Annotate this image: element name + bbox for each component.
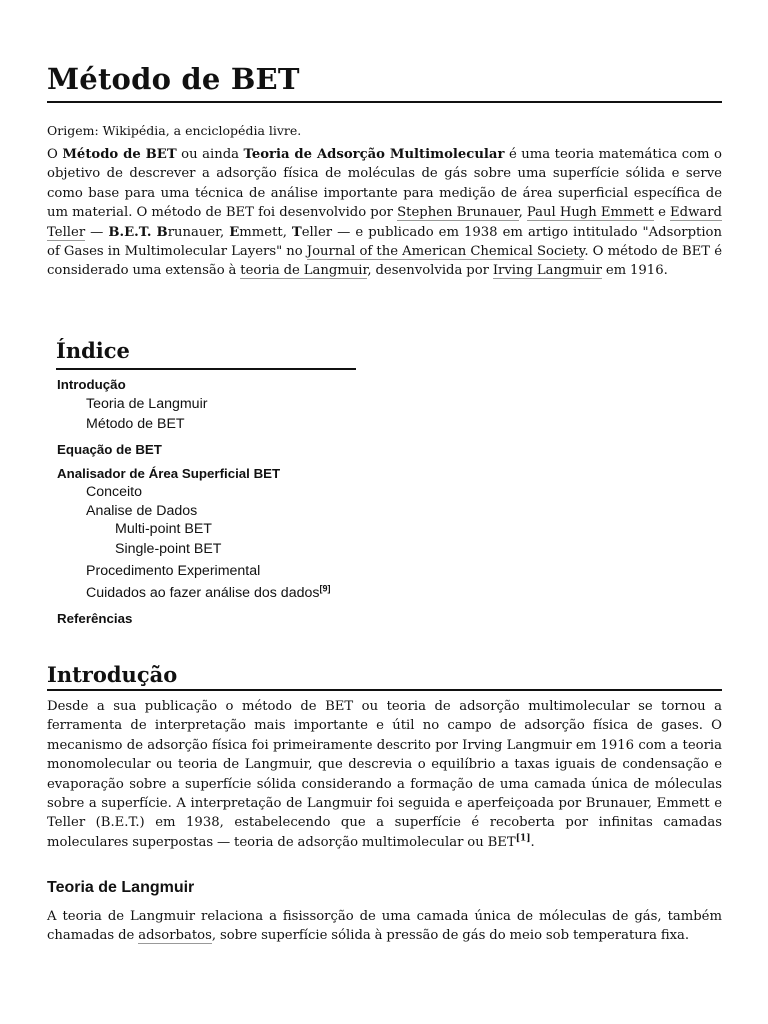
toc-divider: [56, 368, 356, 370]
intro-text: runauer,: [167, 224, 230, 240]
link-stephen-brunauer[interactable]: Stephen Brunauer: [397, 205, 519, 221]
langmuir-text: A teoria de Langmuir relaciona a fisissorção de uma camada única de móleculas de gás, também chamadas de: [47, 909, 722, 944]
intro-bold-letter: T: [291, 224, 302, 240]
langmuir-paragraph: [47, 907, 722, 946]
link-journal-acs[interactable]: Journal of the American Chemical Society: [306, 244, 585, 260]
toc-item-teoria-de-langmuir[interactable]: Teoria de Langmuir: [86, 396, 208, 412]
intro-text: . O método de BET é considerado uma extensão à: [47, 244, 723, 279]
toc-item-multi-point-bet[interactable]: Multi-point BET: [115, 521, 212, 537]
intro-text: , desenvolvida por: [367, 263, 493, 279]
toc-item-label: Cuidados ao fazer análise dos dados: [86, 585, 320, 601]
toc-title: Índice: [56, 338, 130, 363]
toc-item-metodo-de-bet[interactable]: Método de BET: [86, 416, 185, 432]
toc-item-referencias[interactable]: Referências: [57, 611, 133, 626]
intro-text: e: [653, 205, 671, 221]
footnote-ref[interactable]: [9]: [319, 583, 331, 594]
section-heading-teoria-de-langmuir: Teoria de Langmuir: [47, 879, 195, 896]
introducao-end: .: [530, 834, 535, 850]
intro-text: é uma teoria matemática com o objetivo de descrever a adsorção física de moléculas de gás sobre uma superfície sólida e serve como base para uma técnica de análise importante para medição de área superficial específica de um material. O método de BET foi desenvolvido por: [47, 147, 722, 221]
introducao-paragraph: [47, 697, 722, 852]
toc-item-equacao-de-bet[interactable]: Equação de BET: [57, 442, 162, 457]
toc-item-analise-de-dados[interactable]: Analise de Dados: [86, 503, 198, 519]
toc-item-single-point-bet[interactable]: Single-point BET: [115, 541, 222, 557]
origin-note: Origem: Wikipédia, a enciclopédia livre.: [47, 123, 302, 138]
intro-bold-letter: B: [156, 224, 168, 240]
link-paul-hugh-emmett[interactable]: Paul Hugh Emmett: [526, 205, 654, 221]
toc-item-analisador[interactable]: Analisador de Área Superficial BET: [57, 466, 281, 481]
toc-item-procedimento[interactable]: Procedimento Experimental: [86, 563, 261, 579]
intro-text: ou ainda: [176, 147, 244, 162]
section-divider: [47, 689, 722, 691]
toc-item-cuidados[interactable]: [86, 585, 330, 601]
toc-item-conceito[interactable]: Conceito: [86, 484, 142, 500]
langmuir-text: , sobre superfície sólida à pressão de gás do meio sob temperatura fixa.: [211, 928, 690, 944]
intro-bold-term: B.E.T.: [108, 224, 152, 240]
introducao-text: Desde a sua publicação o método de BET ou teoria de adsorção multimolecular se tornou a ferramenta de interpretação mais importante e útil no campo de adsorção física de gases. O mecanismo de adsorção física foi primeiramente descrito por Irving Langmuir em 1916 com a teoria monomolecular ou teoria de Langmuir, que descrevia o equilíbrio a taxas iguais de condensação e evaporação sobre a superfície sólida considerando a formação de uma camada única de móleculas sobre a superfície. A interpretação de Langmuir foi seguida e aperfeiçoada por Brunauer, Emmett e Teller (B.E.T.) em 1938, estabelecendo que a superfície é recoberta por infinitas camadas moleculares superpostas — teoria de adsorção multimolecular ou BET: [47, 699, 722, 850]
intro-bold-term: Teoria de Adsorção Multimolecular: [243, 147, 505, 162]
toc-item-introducao[interactable]: Introdução: [57, 377, 126, 392]
intro-text: mmett,: [239, 224, 292, 240]
intro-paragraph: [47, 145, 722, 281]
link-teoria-de-langmuir[interactable]: teoria de Langmuir: [240, 263, 368, 279]
footnote-ref[interactable]: [1]: [515, 833, 531, 844]
intro-text: O: [47, 147, 63, 162]
section-heading-introducao: Introdução: [47, 662, 178, 687]
link-edward-teller[interactable]: Edward Teller: [47, 205, 722, 240]
title-divider: [47, 101, 722, 103]
link-adsorbatos[interactable]: adsorbatos: [138, 928, 212, 944]
intro-bold-term: Método de BET: [62, 147, 177, 162]
intro-text: ,: [518, 205, 527, 221]
intro-text: —: [85, 224, 109, 240]
intro-bold-letter: E: [229, 224, 240, 240]
intro-text: eller — e publicado em 1938 em artigo intitulado "Adsorption of Gases in Multimolecular Layers" no: [47, 224, 722, 260]
intro-text: em 1916.: [601, 263, 668, 279]
link-irving-langmuir[interactable]: Irving Langmuir: [492, 263, 602, 279]
page-title: Método de BET: [47, 62, 300, 96]
